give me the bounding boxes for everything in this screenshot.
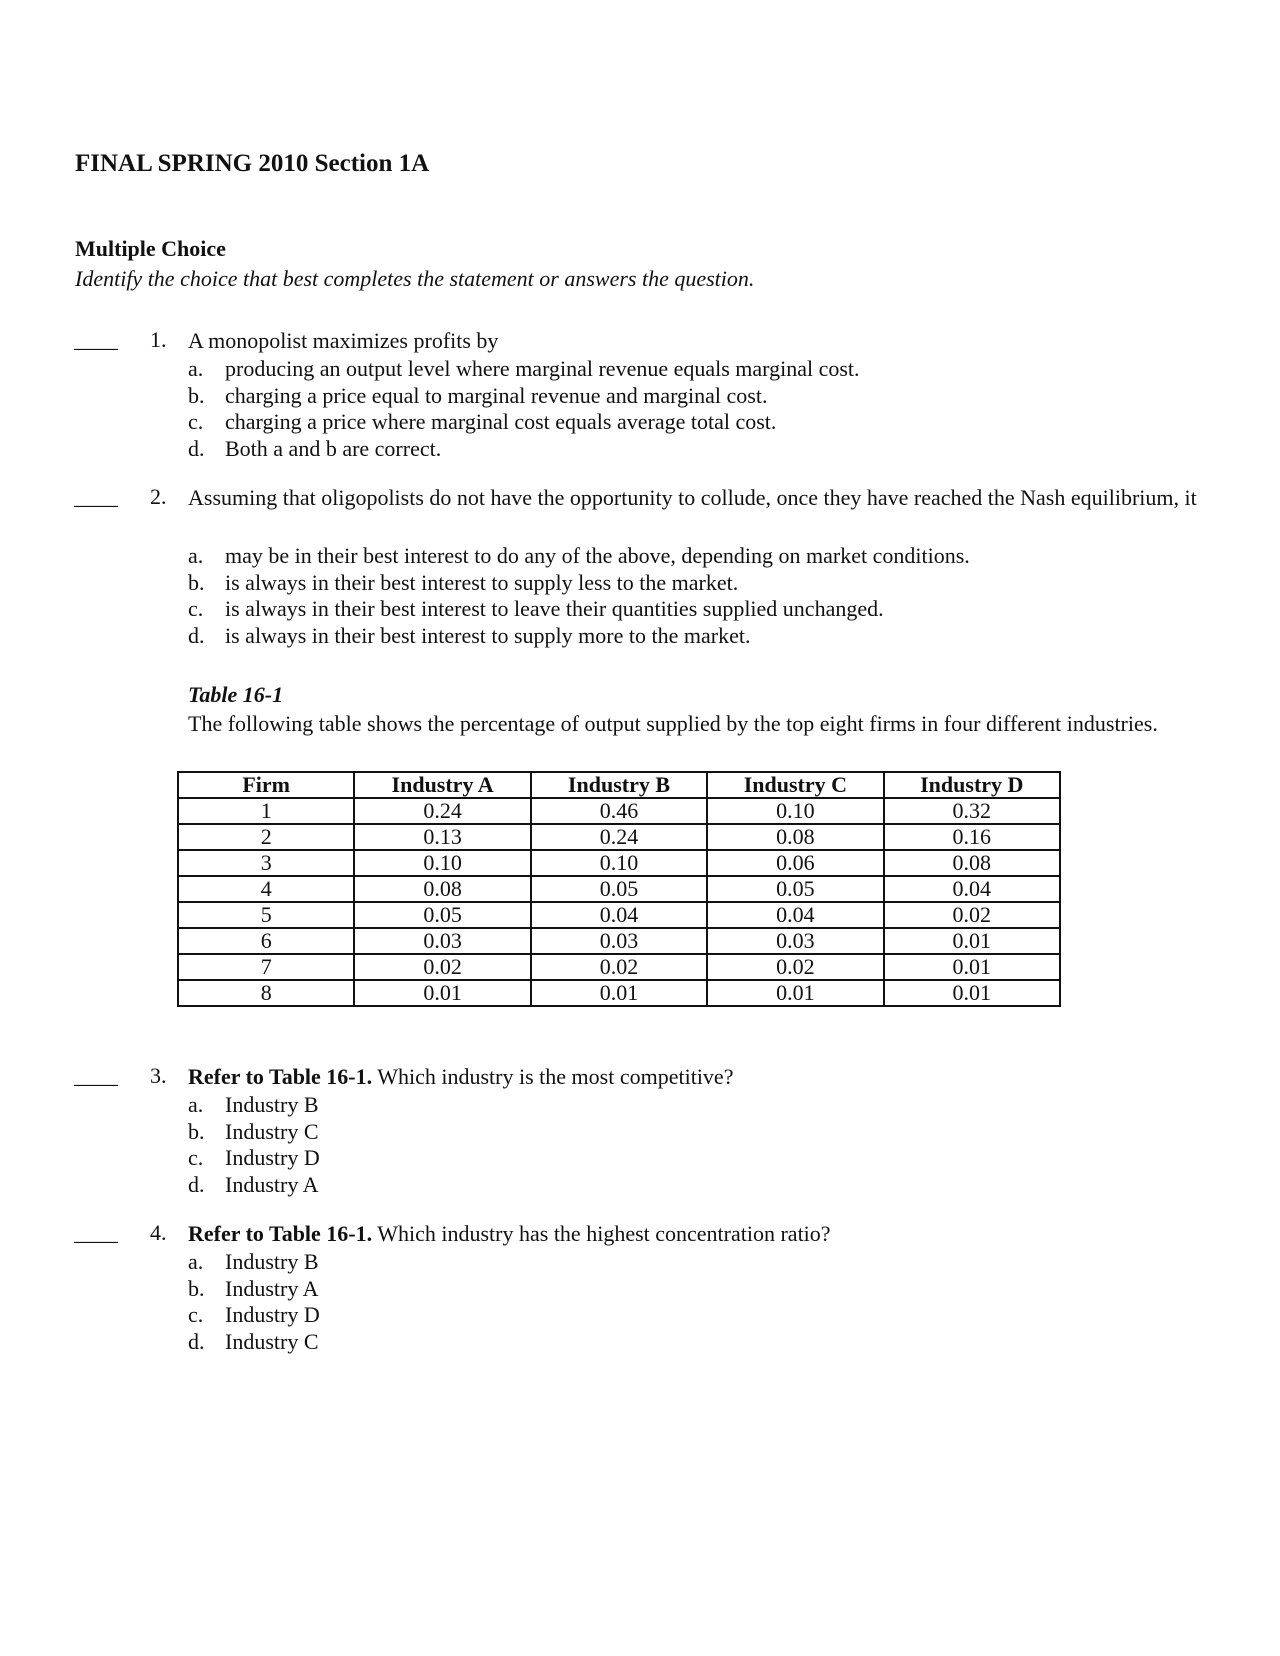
question-stem [188, 326, 1228, 355]
table-cell: 2 [178, 824, 354, 850]
answer-blank[interactable]: ____ [74, 1220, 118, 1245]
table-cell: 0.24 [531, 824, 707, 850]
question-number: 2. [150, 484, 167, 509]
choice-text: Industry C [225, 1328, 319, 1354]
section-heading: Multiple Choice [75, 236, 226, 261]
table-row [178, 954, 1060, 980]
choice-text: charging a price where marginal cost equals average total cost. [225, 409, 777, 434]
data-table [177, 771, 1061, 1007]
table-description: The following table shows the percentage of output supplied by the top eight firms in four different industries. [188, 711, 1158, 736]
question-reference: Refer to Table 16-1. [188, 1221, 373, 1246]
table-cell: 0.10 [707, 798, 883, 824]
choice-text: Industry B [225, 1092, 319, 1117]
choice-letter: c. [188, 1145, 204, 1170]
table-row [178, 876, 1060, 902]
choice-letter: c. [188, 1302, 204, 1327]
table-cell: 0.04 [707, 902, 883, 928]
table-cell: 0.08 [354, 876, 530, 902]
question-text: A monopolist maximizes profits by [188, 328, 499, 353]
choice-text: Both a and b are correct. [225, 435, 442, 461]
table-cell: 0.02 [531, 954, 707, 980]
choice-text: Industry B [225, 1249, 319, 1274]
question-number: 4. [150, 1220, 167, 1245]
table-cell: 0.01 [884, 928, 1060, 954]
table-cell: 0.05 [531, 876, 707, 902]
table-cell: 0.05 [707, 876, 883, 902]
table-cell: 0.24 [354, 798, 530, 824]
table-cell: 0.10 [354, 850, 530, 876]
table-cell: 8 [178, 980, 354, 1006]
table-row [178, 928, 1060, 954]
table-row [178, 980, 1060, 1006]
choice-text: Industry D [225, 1145, 320, 1170]
table-row [178, 798, 1060, 824]
table-cell: 0.04 [531, 902, 707, 928]
table-cell: 0.03 [354, 928, 530, 954]
table-cell: 0.46 [531, 798, 707, 824]
table-row [178, 902, 1060, 928]
question-number: 3. [150, 1063, 167, 1088]
choice-letter: d. [188, 435, 205, 461]
section-instructions: Identify the choice that best completes the statement or answers the question. [75, 266, 755, 291]
question-stem [188, 483, 1228, 512]
table-cell: 0.32 [884, 798, 1060, 824]
table-cell: 1 [178, 798, 354, 824]
choice-letter: c. [188, 409, 204, 434]
table-cell: 0.03 [531, 928, 707, 954]
table-cell: 4 [178, 876, 354, 902]
answer-blank[interactable]: ____ [74, 1063, 118, 1088]
table-cell: 0.08 [884, 850, 1060, 876]
column-header: Industry C [707, 772, 883, 798]
choice-letter: b. [188, 1275, 205, 1301]
table-cell: 5 [178, 902, 354, 928]
table-caption: Table 16-1 [188, 682, 284, 707]
table-cell: 6 [178, 928, 354, 954]
choice-text: Industry A [225, 1171, 319, 1197]
table-cell: 0.01 [354, 980, 530, 1006]
table-cell: 7 [178, 954, 354, 980]
answer-blank[interactable]: ____ [74, 484, 118, 509]
table-cell: 0.02 [354, 954, 530, 980]
answer-blank[interactable]: ____ [74, 327, 118, 352]
choice-letter: a. [188, 543, 204, 568]
table-cell: 0.03 [707, 928, 883, 954]
question-number: 1. [150, 327, 167, 352]
table-cell: 0.06 [707, 850, 883, 876]
column-header: Industry D [884, 772, 1060, 798]
page-title: FINAL SPRING 2010 Section 1A [75, 150, 430, 177]
choice-text: producing an output level where marginal revenue equals marginal cost. [225, 356, 860, 381]
question-reference: Refer to Table 16-1. [188, 1064, 373, 1089]
table-cell: 0.08 [707, 824, 883, 850]
question-stem [188, 1062, 1228, 1091]
choice-letter: c. [188, 596, 204, 621]
column-header: Firm [178, 772, 354, 798]
table-cell: 0.10 [531, 850, 707, 876]
choice-text: Industry C [225, 1118, 319, 1144]
table-row [178, 824, 1060, 850]
choice-letter: d. [188, 1171, 205, 1197]
table-cell: 0.13 [354, 824, 530, 850]
choice-letter: a. [188, 1249, 204, 1274]
choice-text: Industry D [225, 1302, 320, 1327]
choice-letter: b. [188, 1118, 205, 1144]
table-row [178, 850, 1060, 876]
choice-text: charging a price equal to marginal revenue and marginal cost. [225, 382, 768, 408]
question-text: Assuming that oligopolists do not have the opportunity to collude, once they have reached the Nash equilibrium, it [188, 485, 1197, 510]
question-text: Which industry has the highest concentration ratio? [372, 1221, 831, 1246]
column-header: Industry B [531, 772, 707, 798]
choice-text: Industry A [225, 1275, 319, 1301]
table-cell: 0.04 [884, 876, 1060, 902]
choice-letter: b. [188, 382, 205, 408]
choice-letter: a. [188, 1092, 204, 1117]
column-header: Industry A [354, 772, 530, 798]
table-cell: 0.05 [354, 902, 530, 928]
choice-text: may be in their best interest to do any of the above, depending on market conditions. [225, 543, 970, 568]
choice-text: is always in their best interest to leave their quantities supplied unchanged. [225, 596, 884, 621]
table-cell: 0.01 [707, 980, 883, 1006]
table-header-row [178, 772, 1060, 798]
table-cell: 0.02 [884, 902, 1060, 928]
table-cell: 0.01 [884, 954, 1060, 980]
table-cell: 0.02 [707, 954, 883, 980]
choice-text: is always in their best interest to supply less to the market. [225, 569, 739, 595]
table-cell: 0.16 [884, 824, 1060, 850]
table-cell: 3 [178, 850, 354, 876]
choice-letter: b. [188, 569, 205, 595]
table-cell: 0.01 [531, 980, 707, 1006]
choice-letter: d. [188, 1328, 205, 1354]
question-stem [188, 1219, 1228, 1248]
question-text: Which industry is the most competitive? [372, 1064, 734, 1089]
choice-text: is always in their best interest to supply more to the market. [225, 622, 751, 648]
choice-letter: d. [188, 622, 205, 648]
choice-letter: a. [188, 356, 204, 381]
table-cell: 0.01 [884, 980, 1060, 1006]
